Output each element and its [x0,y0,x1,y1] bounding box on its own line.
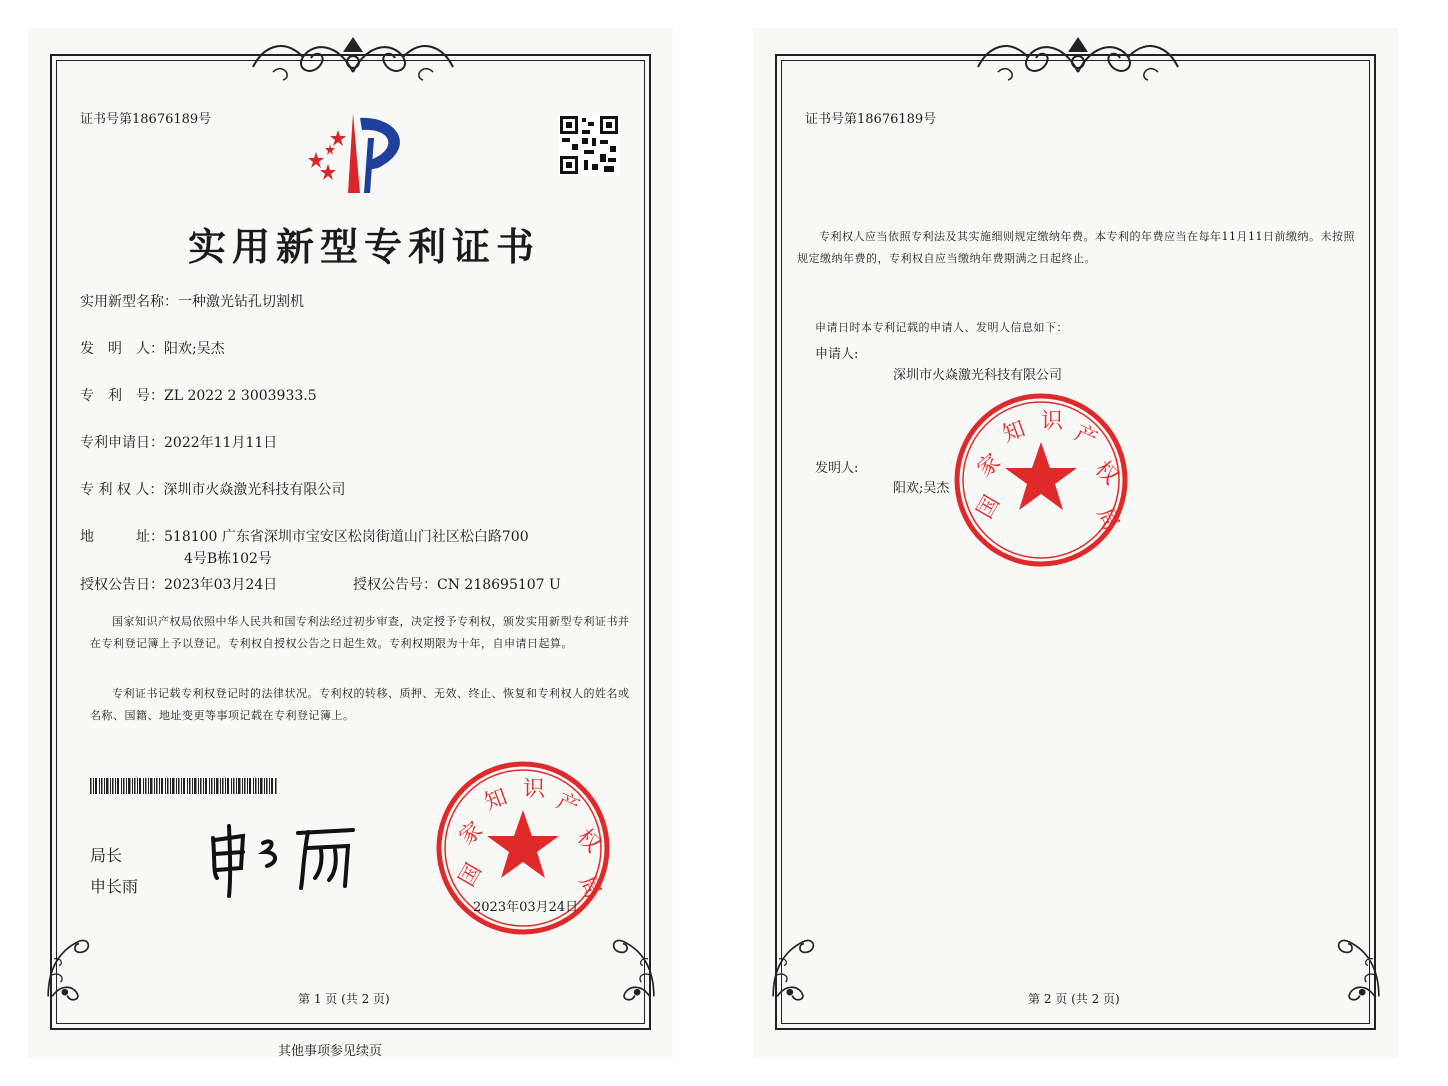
svg-text:局: 局 [573,871,606,903]
svg-text:国: 国 [972,491,1006,523]
barcode [90,778,280,794]
corner-ornament-left [769,908,819,1018]
field-value: CN 218695107 U [437,577,561,593]
field-value: 2022年11月11日 [164,435,278,451]
field-value: 阳欢;吴杰 [164,341,225,357]
page-number: 第 2 页 (共 2 页) [1028,992,1120,1006]
field-label: 发 明 人： [80,341,164,357]
field-value: ZL 2022 2 3003933.5 [164,388,317,404]
field-label: 专 利 号： [80,388,164,404]
top-ornament [243,32,463,82]
page-number: 第 1 页 (共 2 页) [298,992,390,1006]
svg-text:知: 知 [999,416,1029,448]
svg-text:知: 知 [481,784,511,816]
seal-lettering [951,390,1131,570]
certificate-page-2 [753,28,1398,1058]
grant-statement: 国家知识产权局依照中华人民共和国专利法经过初步审查，决定授予专利权，颁发实用新型专利证书并在专利登记簿上予以登记。专利权自授权公告之日起生效。专利权期限为十年，自申请日起算。 [90,615,630,650]
svg-text:产: 产 [1070,420,1101,453]
patent-number-field [80,385,317,405]
annual-fee-note: 专利权人应当依照专利法及其实施细则规定缴纳年费。本专利的年费应当在每年11月11日前缴纳。未按照规定缴纳年费的，专利权自应当缴纳年费期满之日起终止。 [797,230,1355,265]
top-ornament [968,32,1188,82]
certificate-number: 证书号第18676189号 [805,112,937,127]
address-field [80,526,529,546]
certificate-title: 实用新型专利证书 [188,224,541,269]
corner-ornament-left [44,908,94,1018]
inventor-field [80,338,225,358]
field-label: 授权公告号： [353,577,437,593]
field-value: 一种激光钻孔切割机 [178,294,304,310]
corner-ornament-right [1333,908,1383,1018]
field-label: 专 利 权 人： [80,482,164,498]
director-name: 申长雨 [90,877,139,896]
info-intro: 申请日时本专利记载的申请人、发明人信息如下： [815,321,1068,334]
continue-note: 其他事项参见续页 [278,1044,383,1059]
qr-code [558,114,620,176]
director-signature [203,818,373,898]
director-title: 局长 [90,846,123,865]
cnipa-logo [298,108,418,198]
field-label: 实用新型名称： [80,294,178,310]
svg-text:识: 识 [523,777,546,802]
field-label: 地 址： [80,529,164,545]
field-label: 授权公告日： [80,577,164,593]
svg-text:家: 家 [972,449,1006,483]
applicant-value: 深圳市火焱激光科技有限公司 [893,368,1063,383]
seal-date: 2023年03月24日 [473,900,579,915]
certificate-number: 证书号第18676189号 [80,112,212,127]
grant-number-field [353,574,561,594]
svg-text:局: 局 [1091,503,1124,535]
svg-text:识: 识 [1041,409,1064,434]
certificate-page-1 [28,28,673,1058]
field-value: 518100 广东省深圳市宝安区松岗街道山门社区松白路700 [164,529,529,545]
svg-text:产: 产 [552,788,583,821]
utility-model-name [80,291,304,311]
application-date-field [80,432,277,452]
field-value: 2023年03月24日 [164,577,278,593]
applicant-label: 申请人: [815,347,859,362]
svg-text:家: 家 [454,817,488,851]
grant-date-field [80,574,277,594]
field-value: 深圳市火焱激光科技有限公司 [163,482,346,498]
svg-text:权: 权 [571,824,606,858]
svg-text:权: 权 [1089,456,1124,490]
legal-status-statement: 专利证书记载专利权登记时的法律状况。专利权的转移、质押、无效、终止、恢复和专利权人的姓名或名称、国籍、地址变更等事项记载在专利登记簿上。 [90,687,630,722]
svg-text:国: 国 [454,859,488,891]
inventor-label: 发明人: [815,461,859,476]
field-label: 专利申请日： [80,435,164,451]
corner-ornament-right [608,908,658,1018]
patent-owner-field [80,479,345,499]
inventor-value: 阳欢;吴杰 [893,481,950,496]
address-field-line2: 4号B栋102号 [184,551,272,567]
